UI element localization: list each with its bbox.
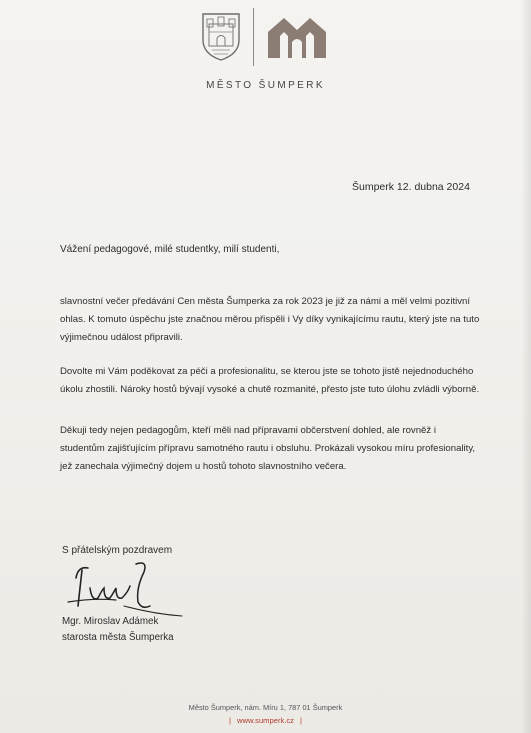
city-logo-icon bbox=[266, 12, 328, 60]
footer-separator-left: | bbox=[229, 716, 232, 725]
letter-closing: S přátelským pozdravem bbox=[62, 545, 173, 556]
letter-paragraph-3: Děkuji tedy nejen pedagogům, kteří měli nad přípravami občerstvení dohled, ale rovněž i studentům zajišťujícím přípravu samotného rautu i obsluhu. Prokázali vysokou míru profesionality, jež zanechala výjimečný dojem u hostů tohoto slavnostního večera. bbox=[60, 425, 476, 472]
letterhead-logo bbox=[196, 8, 336, 66]
letter-greeting: Vážení pedagogové, milé studentky, milí studenti, bbox=[60, 244, 280, 255]
signature-icon bbox=[64, 558, 184, 620]
coat-of-arms-icon bbox=[200, 10, 242, 62]
letter-date: Šumperk 12. dubna 2024 bbox=[352, 181, 470, 193]
footer-web bbox=[0, 716, 531, 725]
footer-separator-right: | bbox=[299, 716, 302, 725]
signer-title: starosta města Šumperka bbox=[62, 632, 174, 643]
city-name: MĚSTO ŠUMPERK bbox=[206, 80, 325, 91]
letter-paragraph-1: slavnostní večer předávání Cen města Šumperka za rok 2023 je již za námi a měl velmi pozitivní ohlas. K tomuto úspěchu jste značnou měrou přispěli i Vy díky vynikajícímu rautu, který jste na tuto výjimečnou událost připravili. bbox=[60, 296, 480, 343]
letter-paragraph-2: Dovolte mi Vám poděkovat za péči a profesionalitu, se kterou jste se tohoto jistě nejednoduchého úkolu zhostili. Nároky hostů bývají vysoké a chutě rozmanité, přesto jste tuto úlohu zvládli výborně. bbox=[60, 366, 480, 395]
signer-name: Mgr. Miroslav Adámek bbox=[62, 616, 159, 627]
letterhead-divider bbox=[253, 8, 254, 66]
website-link[interactable]: www.sumperk.cz bbox=[237, 716, 294, 725]
footer-address: Město Šumperk, nám. Míru 1, 787 01 Šumperk bbox=[188, 703, 343, 712]
